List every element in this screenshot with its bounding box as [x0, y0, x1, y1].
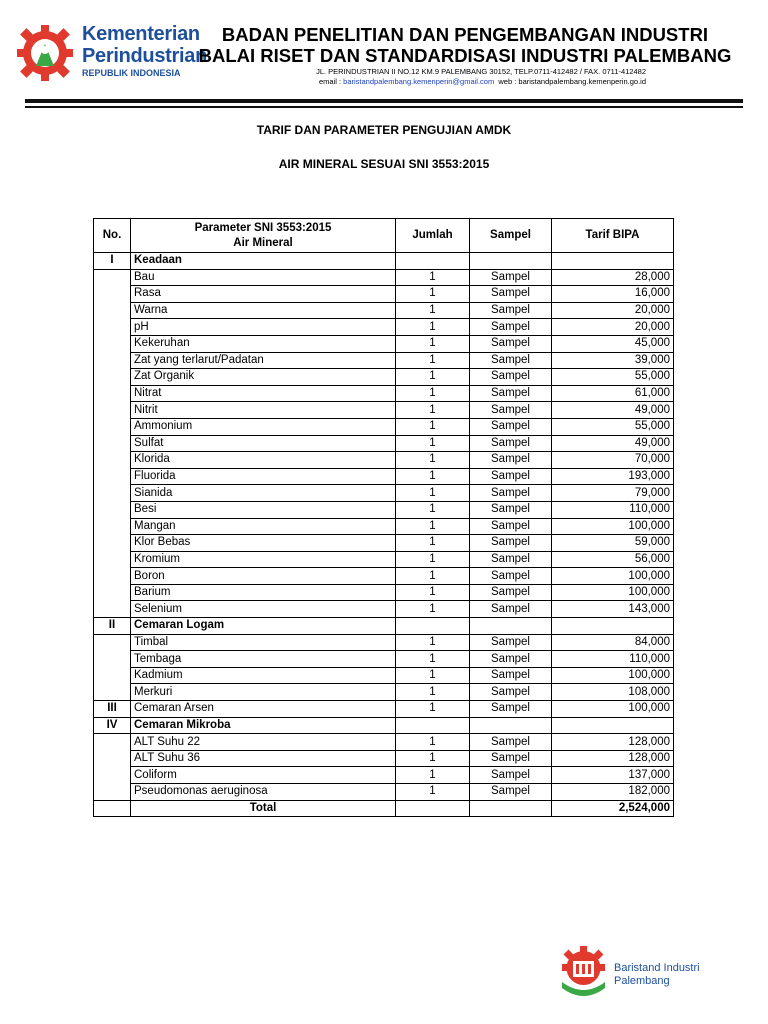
tarif-cell: 110,000 — [552, 501, 674, 518]
tarif-cell: 84,000 — [552, 634, 674, 651]
sampel-cell: Sampel — [470, 601, 552, 618]
jumlah-cell: 1 — [396, 518, 470, 535]
footer-line-2: Palembang — [614, 975, 670, 987]
tarif-cell: 108,000 — [552, 684, 674, 701]
jumlah-cell: 1 — [396, 767, 470, 784]
email-label: email : — [318, 77, 342, 86]
header-sampel: Sampel — [470, 219, 552, 253]
brand-line-2: Perindustrian — [82, 45, 208, 67]
table-row — [94, 634, 674, 651]
jumlah-cell: 1 — [396, 485, 470, 502]
header-jumlah: Jumlah — [396, 219, 470, 253]
tarif-cell: 20,000 — [552, 302, 674, 319]
jumlah-cell: 1 — [396, 452, 470, 469]
total-row — [94, 800, 674, 817]
sampel-cell: Sampel — [470, 352, 552, 369]
sampel-cell: Sampel — [470, 634, 552, 651]
tarif-cell: 143,000 — [552, 601, 674, 618]
sampel-cell: Sampel — [470, 402, 552, 419]
category-name: Cemaran Logam — [131, 618, 396, 635]
sampel-cell: Sampel — [470, 684, 552, 701]
sampel-cell: Sampel — [470, 734, 552, 751]
category-row — [94, 701, 674, 718]
sampel-cell: Sampel — [470, 584, 552, 601]
table-row — [94, 568, 674, 585]
sampel-cell: Sampel — [470, 435, 552, 452]
jumlah-cell: 1 — [396, 584, 470, 601]
tarif-cell: 100,000 — [552, 667, 674, 684]
category-number: III — [94, 701, 131, 718]
jumlah-cell: 1 — [396, 634, 470, 651]
jumlah-cell: 1 — [396, 385, 470, 402]
tarif-cell: 137,000 — [552, 767, 674, 784]
sampel-cell: Sampel — [470, 767, 552, 784]
category-number: IV — [94, 717, 131, 734]
tariff-table — [93, 218, 674, 817]
parameter-cell: Warna — [131, 302, 396, 319]
sampel-cell: Sampel — [470, 485, 552, 502]
sampel-cell: Sampel — [470, 535, 552, 552]
header-parameter-line-1: Parameter SNI 3553:2015 — [194, 221, 332, 234]
sampel-cell: Sampel — [470, 385, 552, 402]
tarif-cell: 70,000 — [552, 452, 674, 469]
sampel-cell: Sampel — [470, 319, 552, 336]
table-row — [94, 501, 674, 518]
jumlah-cell: 1 — [396, 468, 470, 485]
jumlah-cell: 1 — [396, 418, 470, 435]
address-line: JL. PERINDUSTRIAN II NO.12 KM.9 PALEMBANG 30152, TELP.0711-412482 / FAX. 0711-412482 — [316, 67, 646, 76]
document-title: TARIF DAN PARAMETER PENGUJIAN AMDK — [256, 123, 512, 137]
sampel-cell: Sampel — [470, 335, 552, 352]
parameter-cell: Timbal — [131, 634, 396, 651]
web-address[interactable]: baristandpalembang.kemenperin.go.id — [518, 77, 646, 86]
jumlah-cell: 1 — [396, 701, 470, 718]
jumlah-cell: 1 — [396, 435, 470, 452]
parameter-cell: Rasa — [131, 286, 396, 303]
header-no: No. — [94, 219, 131, 253]
tarif-cell: 128,000 — [552, 734, 674, 751]
table-row — [94, 684, 674, 701]
brand-line-3: REPUBLIK INDONESIA — [82, 68, 181, 78]
category-name: Cemaran Arsen — [131, 701, 396, 718]
parameter-cell: Klorida — [131, 452, 396, 469]
table-row — [94, 535, 674, 552]
brand-line-1: Kementerian — [82, 23, 200, 45]
header-tarif: Tarif BIPA — [552, 219, 674, 253]
parameter-cell: Zat Organik — [131, 369, 396, 386]
table-row — [94, 651, 674, 668]
jumlah-cell: 1 — [396, 335, 470, 352]
category-name: Cemaran Mikroba — [131, 717, 396, 734]
table-row — [94, 767, 674, 784]
table-row — [94, 452, 674, 469]
tarif-cell: 182,000 — [552, 784, 674, 801]
letterhead — [0, 0, 768, 100]
parameter-cell: Kadmium — [131, 667, 396, 684]
sampel-cell: Sampel — [470, 518, 552, 535]
total-jumlah-cell — [396, 800, 470, 817]
table-row — [94, 601, 674, 618]
parameter-cell: Kekeruhan — [131, 335, 396, 352]
sampel-cell: Sampel — [470, 468, 552, 485]
header-parameter-line-2: Air Mineral — [233, 236, 293, 249]
parameter-cell: ALT Suhu 22 — [131, 734, 396, 751]
table-body — [94, 253, 674, 817]
parameter-cell: Pseudomonas aeruginosa — [131, 784, 396, 801]
sampel-cell: Sampel — [470, 452, 552, 469]
institution-line-1: BADAN PENELITIAN DAN PENGEMBANGAN INDUSTRI — [221, 24, 709, 45]
parameter-cell: Boron — [131, 568, 396, 585]
table-row — [94, 352, 674, 369]
tarif-cell: 100,000 — [552, 701, 674, 718]
tarif-cell: 193,000 — [552, 468, 674, 485]
tarif-cell: 100,000 — [552, 518, 674, 535]
jumlah-cell: 1 — [396, 501, 470, 518]
address-block — [316, 67, 646, 87]
jumlah-cell — [396, 717, 470, 734]
parameter-cell: ALT Suhu 36 — [131, 750, 396, 767]
parameter-cell: Klor Bebas — [131, 535, 396, 552]
total-label: Total — [131, 800, 396, 817]
jumlah-cell: 1 — [396, 684, 470, 701]
table-row — [94, 584, 674, 601]
parameter-cell: Barium — [131, 584, 396, 601]
jumlah-cell: 1 — [396, 319, 470, 336]
blank-number-cell — [94, 734, 131, 800]
sampel-cell: Sampel — [470, 369, 552, 386]
tarif-cell: 110,000 — [552, 651, 674, 668]
jumlah-cell: 1 — [396, 269, 470, 286]
jumlah-cell: 1 — [396, 535, 470, 552]
parameter-cell: Nitrit — [131, 402, 396, 419]
jumlah-cell: 1 — [396, 784, 470, 801]
jumlah-cell: 1 — [396, 302, 470, 319]
parameter-cell: Bau — [131, 269, 396, 286]
table-row — [94, 734, 674, 751]
table-row — [94, 784, 674, 801]
category-row — [94, 618, 674, 635]
tarif-cell: 128,000 — [552, 750, 674, 767]
footer-line-1: Baristand Industri — [614, 962, 700, 974]
tarif-cell — [552, 717, 674, 734]
baristand-wordmark — [614, 962, 700, 988]
table-row — [94, 402, 674, 419]
parameter-cell: Merkuri — [131, 684, 396, 701]
jumlah-cell: 1 — [396, 568, 470, 585]
tarif-cell: 49,000 — [552, 402, 674, 419]
table-row — [94, 750, 674, 767]
jumlah-cell — [396, 618, 470, 635]
total-sampel-cell — [470, 800, 552, 817]
tarif-cell: 55,000 — [552, 418, 674, 435]
table-row — [94, 518, 674, 535]
parameter-cell: Ammonium — [131, 418, 396, 435]
jumlah-cell: 1 — [396, 286, 470, 303]
table-row — [94, 302, 674, 319]
jumlah-cell: 1 — [396, 734, 470, 751]
institution-name — [190, 24, 740, 66]
category-row — [94, 717, 674, 734]
table-row — [94, 418, 674, 435]
parameter-cell: pH — [131, 319, 396, 336]
jumlah-cell: 1 — [396, 551, 470, 568]
kementerian-gear-logo-icon — [14, 22, 76, 84]
table-row — [94, 435, 674, 452]
tarif-cell: 20,000 — [552, 319, 674, 336]
table-header-row — [94, 219, 674, 253]
jumlah-cell: 1 — [396, 402, 470, 419]
sampel-cell: Sampel — [470, 667, 552, 684]
jumlah-cell — [396, 253, 470, 270]
table-row — [94, 269, 674, 286]
sampel-cell: Sampel — [470, 701, 552, 718]
parameter-cell: Kromium — [131, 551, 396, 568]
parameter-cell: Sianida — [131, 485, 396, 502]
header-parameter — [131, 219, 396, 253]
table-row — [94, 468, 674, 485]
tarif-cell: 45,000 — [552, 335, 674, 352]
total-value: 2,524,000 — [552, 800, 674, 817]
tarif-cell — [552, 618, 674, 635]
web-label: web : — [498, 77, 517, 86]
category-name: Keadaan — [131, 253, 396, 270]
table-row — [94, 335, 674, 352]
sampel-cell: Sampel — [470, 651, 552, 668]
tarif-cell: 79,000 — [552, 485, 674, 502]
document-subtitle: AIR MINERAL SESUAI SNI 3553:2015 — [278, 157, 490, 171]
jumlah-cell: 1 — [396, 601, 470, 618]
tarif-cell: 100,000 — [552, 584, 674, 601]
total-blank-cell — [94, 800, 131, 817]
parameter-cell: Besi — [131, 501, 396, 518]
sampel-cell — [470, 253, 552, 270]
sampel-cell: Sampel — [470, 750, 552, 767]
table-row — [94, 551, 674, 568]
parameter-cell: Zat yang terlarut/Padatan — [131, 352, 396, 369]
sampel-cell: Sampel — [470, 418, 552, 435]
sampel-cell: Sampel — [470, 784, 552, 801]
sampel-cell — [470, 717, 552, 734]
tarif-cell: 28,000 — [552, 269, 674, 286]
blank-number-cell — [94, 634, 131, 700]
header-rule-thick — [25, 99, 743, 103]
blank-number-cell — [94, 269, 131, 617]
table-row — [94, 667, 674, 684]
ministry-brand — [82, 24, 207, 78]
parameter-cell: Sulfat — [131, 435, 396, 452]
parameter-cell: Coliform — [131, 767, 396, 784]
sampel-cell: Sampel — [470, 551, 552, 568]
tarif-cell: 59,000 — [552, 535, 674, 552]
contact-line — [316, 77, 646, 87]
tarif-cell: 55,000 — [552, 369, 674, 386]
institution-line-2: BALAI RISET DAN STANDARDISASI INDUSTRI PALEMBANG — [198, 45, 732, 66]
tarif-cell: 16,000 — [552, 286, 674, 303]
baristand-logo-icon — [556, 944, 611, 999]
tarif-cell: 49,000 — [552, 435, 674, 452]
tarif-cell: 39,000 — [552, 352, 674, 369]
tarif-cell: 100,000 — [552, 568, 674, 585]
parameter-cell: Mangan — [131, 518, 396, 535]
table-row — [94, 385, 674, 402]
sampel-cell — [470, 618, 552, 635]
parameter-cell: Tembaga — [131, 651, 396, 668]
category-number: II — [94, 618, 131, 635]
category-number: I — [94, 253, 131, 270]
tarif-cell — [552, 253, 674, 270]
sampel-cell: Sampel — [470, 501, 552, 518]
parameter-cell: Fluorida — [131, 468, 396, 485]
sampel-cell: Sampel — [470, 568, 552, 585]
jumlah-cell: 1 — [396, 352, 470, 369]
table-row — [94, 369, 674, 386]
table-row — [94, 319, 674, 336]
jumlah-cell: 1 — [396, 369, 470, 386]
sampel-cell: Sampel — [470, 302, 552, 319]
jumlah-cell: 1 — [396, 651, 470, 668]
tarif-cell: 56,000 — [552, 551, 674, 568]
table-row — [94, 485, 674, 502]
tarif-cell: 61,000 — [552, 385, 674, 402]
email-link[interactable]: baristandpalembang.kemenperin@gmail.com — [343, 77, 495, 86]
category-row — [94, 253, 674, 270]
header-rule-thin — [25, 106, 743, 108]
jumlah-cell: 1 — [396, 667, 470, 684]
parameter-cell: Nitrat — [131, 385, 396, 402]
sampel-cell: Sampel — [470, 286, 552, 303]
jumlah-cell: 1 — [396, 750, 470, 767]
sampel-cell: Sampel — [470, 269, 552, 286]
parameter-cell: Selenium — [131, 601, 396, 618]
table-row — [94, 286, 674, 303]
